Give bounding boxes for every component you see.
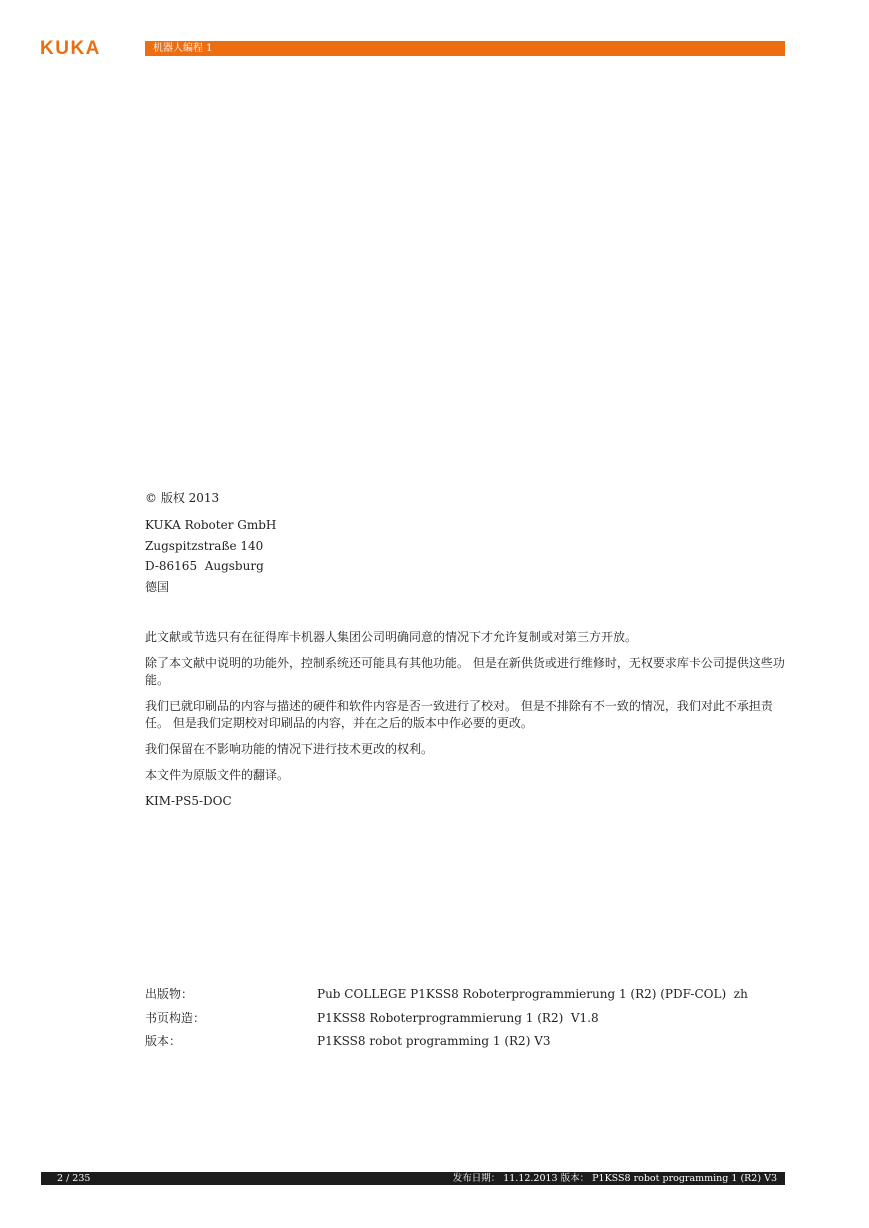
page-structure-label: 书页构造： (145, 1010, 206, 1025)
publication-row (145, 985, 748, 1009)
legal-paragraph: 本文件为原版文件的翻译。 (145, 768, 290, 782)
legal-paragraph: 除了本文献中说明的功能外，控制系统还可能具有其他功能。 但是在新供货或进行维修时，无权要求库卡公司提供这些功能。 (145, 656, 785, 687)
version-value: P1KSS8 robot programming 1 (R2) V3 (317, 1034, 551, 1048)
copyright-notice: © 版权 2013 (145, 491, 220, 505)
version-row (145, 1032, 748, 1056)
legal-paragraph: 我们保留在不影响功能的情况下进行技术更改的权利。 (145, 742, 434, 756)
header-bar (145, 41, 785, 56)
publication-info (145, 985, 748, 1056)
legal-notice (145, 629, 785, 819)
legal-paragraph: 此文献或节选只有在征得库卡机器人集团公司明确同意的情况下才允许复制或对第三方开放。 (145, 630, 638, 644)
address-line: 德国 (145, 579, 170, 594)
address-line: KUKA Roboter GmbH (145, 518, 277, 532)
address-line: D-86165 Augsburg (145, 559, 264, 573)
page-structure-row (145, 1009, 748, 1033)
version-label: 版本： (145, 1034, 182, 1048)
footer-bar (41, 1172, 785, 1185)
section-title: 机器人编程 1 (153, 43, 213, 54)
edition-info: 发布日期： 11.12.2013 版本： P1KSS8 robot programming 1 (R2) V3 (452, 1173, 777, 1184)
document-code: KIM-PS5-DOC (145, 794, 232, 808)
page-structure-value: P1KSS8 Roboterprogrammierung 1 (R2) V1.8 (317, 1010, 599, 1025)
page-number: 2 / 235 (57, 1173, 91, 1184)
company-address (145, 515, 276, 597)
publication-label: 出版物： (145, 987, 194, 1001)
legal-paragraph: 我们已就印刷品的内容与描述的硬件和软件内容是否一致进行了校对。 但是不排除有不一致的情况，我们对此不承担责任。 但是我们定期校对印刷品的内容，并在之后的版本中作必要的更改。 (145, 699, 773, 730)
kuka-logo: KUKA (40, 38, 101, 59)
address-line: Zugspitzstraße 140 (145, 538, 264, 553)
publication-value: Pub COLLEGE P1KSS8 Roboterprogrammierung 1 (R2) (PDF-COL) zh (317, 987, 748, 1001)
